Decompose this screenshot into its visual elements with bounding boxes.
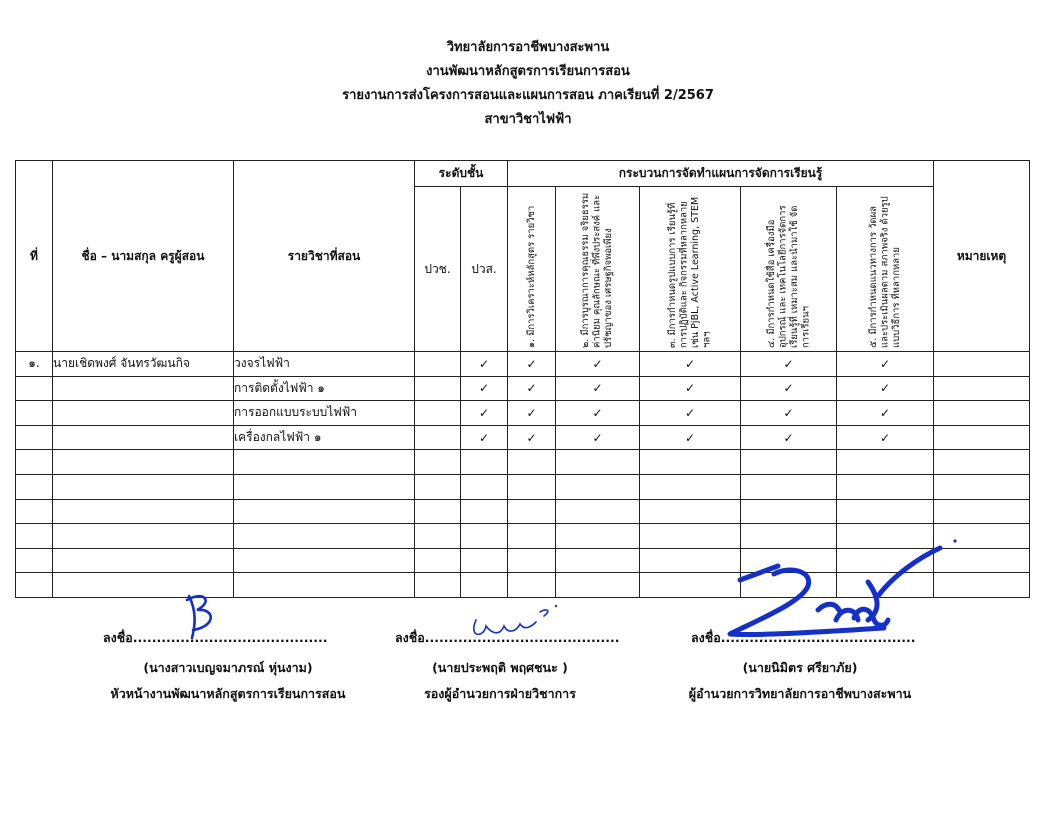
cell-teacher-name (53, 524, 234, 549)
col-header-process: กระบวนการจัดทำแผนการจัดการเรียนรู้ (508, 161, 934, 187)
cell-process-2 (556, 401, 640, 426)
cell-process-3 (640, 548, 741, 573)
col-header-process-5 (837, 187, 934, 352)
cell-process-2 (556, 352, 640, 377)
cell-level-pvs (461, 352, 508, 377)
cell-process-3 (640, 401, 741, 426)
cell-process-4 (741, 573, 837, 598)
cell-process-1 (508, 425, 556, 450)
cell-level-pvs (461, 524, 508, 549)
cell-teacher-name (53, 474, 234, 499)
col-header-teacher-name: ชื่อ – นามสกุล ครูผู้สอน (53, 161, 234, 352)
cell-process-2 (556, 450, 640, 475)
cell-subject (234, 573, 415, 598)
cell-subject (234, 499, 415, 524)
cell-process-3 (640, 573, 741, 598)
cell-process-5 (837, 425, 934, 450)
cell-no (16, 376, 53, 401)
cell-remark (934, 573, 1030, 598)
cell-process-5 (837, 524, 934, 549)
table-row (16, 499, 1030, 524)
cell-process-4 (741, 401, 837, 426)
cell-no: ๑. (16, 352, 53, 377)
cell-level-pvs (461, 548, 508, 573)
cell-level-pvs (461, 376, 508, 401)
check-mark-icon: ✓ (526, 356, 537, 371)
cell-process-4 (741, 548, 837, 573)
cell-process-5 (837, 401, 934, 426)
cell-process-1 (508, 352, 556, 377)
cell-subject (234, 548, 415, 573)
cell-no (16, 401, 53, 426)
table-row (16, 524, 1030, 549)
col-header-process-4 (741, 187, 837, 352)
check-mark-icon: ✓ (526, 405, 537, 420)
cell-no (16, 425, 53, 450)
cell-process-2 (556, 573, 640, 598)
check-mark-icon: ✓ (879, 356, 891, 371)
cell-subject (234, 474, 415, 499)
cell-no (16, 499, 53, 524)
col-header-process-1 (508, 187, 556, 352)
signer-position: รองผู้อำนวยการฝ่ายวิชาการ (424, 686, 576, 701)
signature-line: ลงชื่อ......................................... (395, 630, 620, 645)
cell-subject (234, 450, 415, 475)
cell-process-2 (556, 499, 640, 524)
cell-process-1 (508, 524, 556, 549)
table-row (16, 548, 1030, 573)
cell-process-4 (741, 376, 837, 401)
cell-teacher-name (53, 499, 234, 524)
process-item-4-text: ๔. มีการกำหนดใช้สื่อ เครื่องมือ อุปกรณ์ และ เทคโนโลยีการจัดการเรียนรู้ที่ เหมาะสม และนำมาใช้ จัดการเรียนฯ (765, 205, 811, 348)
check-mark-icon: ✓ (478, 356, 490, 371)
cell-process-3 (640, 450, 741, 475)
cell-teacher-name (53, 573, 234, 598)
cell-level-pvc (415, 352, 461, 377)
check-mark-icon: ✓ (783, 381, 794, 396)
table-row (16, 474, 1030, 499)
signature-line: ลงชื่อ......................................... (691, 630, 916, 645)
check-mark-icon: ✓ (783, 405, 794, 420)
cell-process-1 (508, 474, 556, 499)
cell-level-pvs (461, 474, 508, 499)
cell-level-pvs (461, 499, 508, 524)
process-item-5-text: ๕. มีการกำหนดแนวทางการ วัดผลและประเมินผลตาม สภาพจริง ด้วยรูปแบบวิธีการ ที่หลากหลาย (867, 196, 902, 348)
cell-remark (934, 376, 1030, 401)
cell-process-3 (640, 499, 741, 524)
cell-process-2 (556, 548, 640, 573)
signer-name: (นางสาวเบญจมาภรณ์ หุ่นงาม) (143, 660, 313, 675)
signature-block-curriculum-head (88, 628, 368, 704)
cell-no (16, 573, 53, 598)
cell-process-2 (556, 376, 640, 401)
cell-level-pvs (461, 425, 508, 450)
cell-teacher-name: นายเชิดพงศ์ จันทรวัฒนกิจ (53, 352, 234, 377)
cell-teacher-name (53, 425, 234, 450)
check-mark-icon: ✓ (783, 430, 794, 445)
cell-teacher-name (53, 450, 234, 475)
cell-subject: การออกแบบระบบไฟฟ้า (234, 401, 415, 426)
cell-level-pvc (415, 524, 461, 549)
cell-level-pvc (415, 474, 461, 499)
check-mark-icon: ✓ (684, 430, 696, 445)
signer-position: หัวหน้างานพัฒนาหลักสูตรการเรียนการสอน (110, 686, 346, 701)
cell-process-5 (837, 573, 934, 598)
process-item-2-text: ๒. มีการบูรณาการคุณธรรม จริยธรรม ค่านิยม คุณลักษณะ ที่พึงประสงค์ และปรัชญาของ เศรษฐกิจพอเพียง (580, 192, 615, 348)
cell-process-1 (508, 376, 556, 401)
col-header-process-3 (640, 187, 741, 352)
check-mark-icon: ✓ (526, 430, 537, 445)
table-row (16, 352, 1030, 377)
cell-process-5 (837, 474, 934, 499)
cell-process-5 (837, 499, 934, 524)
check-mark-icon: ✓ (879, 430, 891, 445)
header-department: งานพัฒนาหลักสูตรการเรียนการสอน (426, 64, 630, 79)
col-header-subject: รายวิชาที่สอน (234, 161, 415, 352)
cell-remark (934, 450, 1030, 475)
cell-process-5 (837, 376, 934, 401)
col-header-remark: หมายเหตุ (934, 161, 1030, 352)
check-mark-icon: ✓ (684, 356, 696, 371)
signer-name: (นายนิมิตร ศรียาภัย) (742, 660, 858, 675)
table-row (16, 401, 1030, 426)
check-mark-icon: ✓ (684, 381, 696, 396)
cell-level-pvc (415, 425, 461, 450)
signature-block-deputy-director (390, 628, 620, 704)
cell-process-1 (508, 450, 556, 475)
check-mark-icon: ✓ (478, 405, 490, 420)
header-college: วิทยาลัยการอาชีพบางสะพาน (446, 40, 610, 55)
report-table (15, 160, 1030, 598)
check-mark-icon: ✓ (592, 405, 603, 420)
cell-process-1 (508, 401, 556, 426)
check-mark-icon: ✓ (592, 430, 603, 445)
cell-process-3 (640, 474, 741, 499)
check-mark-icon: ✓ (478, 430, 490, 445)
cell-remark (934, 352, 1030, 377)
header-report-title: รายงานการส่งโครงการสอนและแผนการสอน ภาคเรียนที่ 2/2567 (342, 88, 714, 103)
signer-name: (นายประพฤติ พฤศชนะ ) (432, 660, 568, 675)
cell-process-4 (741, 524, 837, 549)
cell-process-4 (741, 499, 837, 524)
cell-process-4 (741, 450, 837, 475)
cell-process-2 (556, 474, 640, 499)
table-row (16, 573, 1030, 598)
cell-subject (234, 524, 415, 549)
cell-level-pvs (461, 573, 508, 598)
cell-level-pvc (415, 401, 461, 426)
cell-level-pvc (415, 450, 461, 475)
table-row (16, 425, 1030, 450)
table-row (16, 376, 1030, 401)
cell-remark (934, 548, 1030, 573)
table-row (16, 450, 1030, 475)
header-program: สาขาวิชาไฟฟ้า (484, 112, 572, 127)
col-header-level: ระดับชั้น (415, 161, 508, 187)
check-mark-icon: ✓ (478, 381, 490, 396)
col-header-level-pvs: ปวส. (461, 187, 508, 352)
cell-process-5 (837, 548, 934, 573)
cell-remark (934, 474, 1030, 499)
check-mark-icon: ✓ (783, 356, 794, 371)
cell-no (16, 524, 53, 549)
cell-subject: เครื่องกลไฟฟ้า ๑ (234, 425, 415, 450)
cell-teacher-name (53, 376, 234, 401)
cell-remark (934, 401, 1030, 426)
signature-line: ลงชื่อ......................................... (103, 630, 328, 645)
cell-level-pvc (415, 376, 461, 401)
cell-process-2 (556, 524, 640, 549)
cell-process-3 (640, 425, 741, 450)
cell-level-pvc (415, 573, 461, 598)
cell-subject: การติดตั้งไฟฟ้า ๑ (234, 376, 415, 401)
cell-no (16, 548, 53, 573)
cell-process-1 (508, 548, 556, 573)
cell-process-5 (837, 352, 934, 377)
check-mark-icon: ✓ (526, 381, 537, 396)
col-header-process-2 (556, 187, 640, 352)
cell-teacher-name (53, 548, 234, 573)
cell-process-1 (508, 499, 556, 524)
cell-level-pvc (415, 548, 461, 573)
col-header-level-pvc: ปวช. (415, 187, 461, 352)
cell-process-3 (640, 376, 741, 401)
cell-process-3 (640, 352, 741, 377)
cell-subject: วงจรไฟฟ้า (234, 352, 415, 377)
check-mark-icon: ✓ (684, 405, 696, 420)
check-mark-icon: ✓ (592, 356, 603, 371)
process-item-3-text: ๓. มีการกำหนดรูปแบบการ เรียนรู้ที่การปฏิบัติและ กิจกรรมที่หลากหลาย เช่น PjBL, Active Learning, STEM ฯลฯ (667, 196, 713, 348)
cell-process-1 (508, 573, 556, 598)
cell-process-4 (741, 352, 837, 377)
cell-level-pvs (461, 450, 508, 475)
check-mark-icon: ✓ (879, 381, 891, 396)
cell-remark (934, 499, 1030, 524)
signer-position: ผู้อำนวยการวิทยาลัยการอาชีพบางสะพาน (688, 686, 912, 701)
cell-process-4 (741, 474, 837, 499)
check-mark-icon: ✓ (879, 405, 891, 420)
cell-process-3 (640, 524, 741, 549)
cell-teacher-name (53, 401, 234, 426)
cell-process-4 (741, 425, 837, 450)
check-mark-icon: ✓ (592, 381, 603, 396)
cell-no (16, 450, 53, 475)
signature-block-director (665, 628, 935, 704)
process-item-1-text: ๑. มีการวิเคราะห์หลักสูตร รายวิชา (525, 205, 537, 348)
col-header-no: ที่ (16, 161, 53, 352)
cell-remark (934, 524, 1030, 549)
cell-level-pvc (415, 499, 461, 524)
cell-process-5 (837, 450, 934, 475)
cell-no (16, 474, 53, 499)
cell-remark (934, 425, 1030, 450)
cell-process-2 (556, 425, 640, 450)
cell-level-pvs (461, 401, 508, 426)
